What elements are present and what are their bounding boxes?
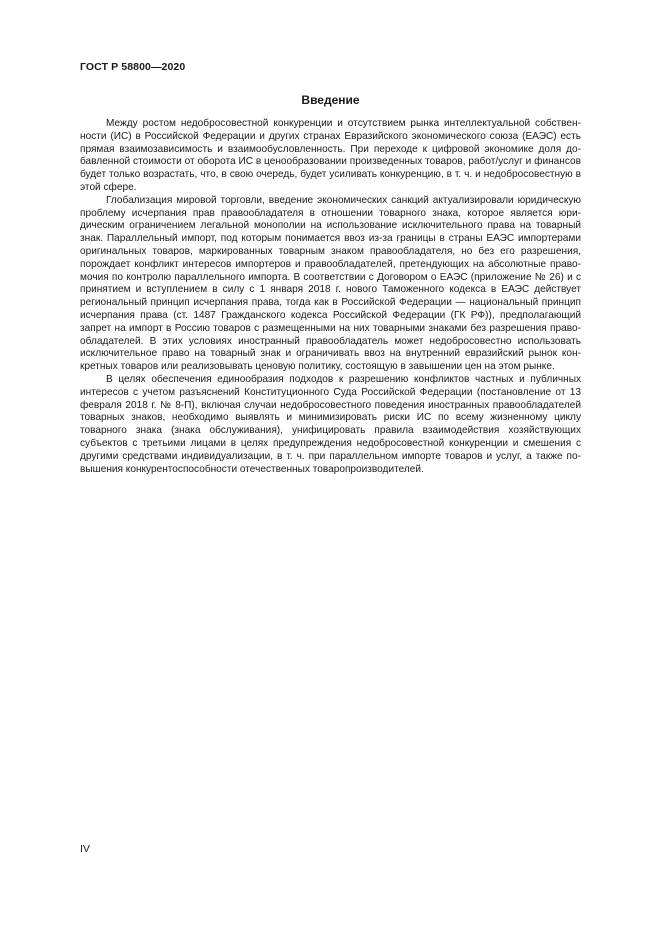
page-number: IV	[80, 843, 90, 855]
section-title: Введение	[301, 93, 360, 107]
paragraph-3: В целях обеспечения единообразия подходов к разрешению конфликтов частных и публичных интересов с учетом разъяснений Конституционного Суда Российской Федерации (постановление от 13 февраля 2018 г. № 8-П), включая случаи недобросовестного поведения иностранных правообладателей товарных знаков, необходимо выявлять и минимизировать риски ИС по всему жизненному циклу товарного знака (знака обслуживания), унифицировать правила взаимодействия хозяйствующих субъектов с третьими лицами в целях предупреждения недобросовестной конкуренции и смешения с другими средствами индивидуализации, в т. ч. при параллельном импорте товаров и услуг, а также повышения конкурентоспособности отечественных товаропроизводителей.	[80, 373, 581, 475]
document-header-code: ГОСТ Р 58800—2020	[80, 61, 186, 73]
document-body	[80, 118, 581, 476]
paragraph-1: Между ростом недобросовестной конкуренции и отсутствием рынка интеллектуальной собственности (ИС) в Российской Федерации и других странах Евразийского экономического союза (ЕАЭС) есть прямая взаимозависимость и взаимообусловленность. При переходе к цифровой экономике доля добавленной стоимости от оборота ИС в ценообразовании произведенных товаров, работ/услуг и финансов будет только возрастать, что, в свою очередь, будет усиливать конкуренцию, в т. ч. и недобросовестную в этой сфере.	[80, 118, 581, 193]
paragraph-2: Глобализация мировой торговли, введение экономических санкций актуализировали юридическую проблему исчерпания прав правообладателя в отношении товарного знака, которое является юридическим ограничением легальной монополии на использование исключительного права на товарный знак. Параллельный импорт, под которым понимается ввоз из-за границы в страны ЕАЭС импортерами оригинальных товаров, маркированных товарным знаком правообладателя, но без его разрешения, порождает конфликт интересов импортеров и правообладателей, претендующих на абсолютные правомочия по контролю параллельного импорта. В соответствии с Договором о ЕАЭС (приложение № 26) и с принятием и вступлением в силу с 1 января 2018 г. нового Таможенного кодекса в ЕАЭС действует региональный принцип исчерпания права, тогда как в Российской Федерации — национальный принцип исчерпания права (ст. 1487 Гражданского кодекса Российской Федерации (ГК РФ)), предполагающий запрет на импорт в Россию товаров с размещенными на них товарными знаками без разрешения правообладателей. В этих условиях иностранный правообладатель может недобросовестно использовать исключительное право на товарный знак и ограничивать ввоз на внутренний евразийский рынок конкретных товаров или реализовывать ценовую политику, состоящую в завышении цен на этом рынке.	[80, 194, 581, 373]
